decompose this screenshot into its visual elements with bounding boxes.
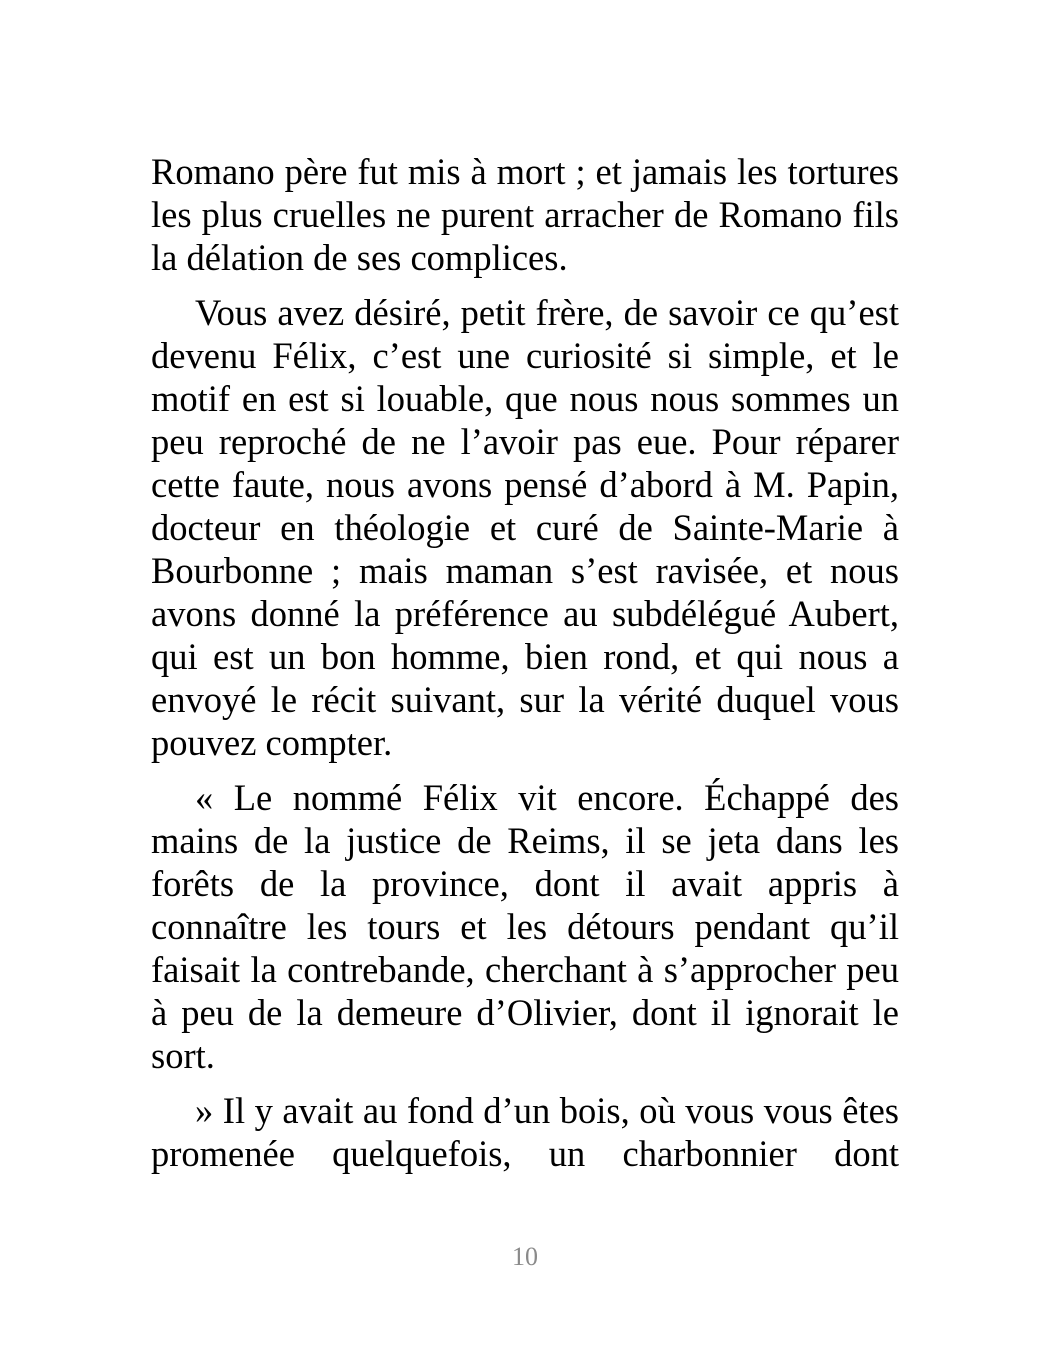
page-number: 10 (512, 1242, 538, 1271)
paragraph: Romano père fut mis à mort ; et jamais les tortures les plus cruelles ne purent arracher de Romano fils la délation de ses complices. (151, 151, 899, 278)
paragraph: Vous avez désiré, petit frère, de savoir ce qu’est devenu Félix, c’est une curiosité si simple, et le motif en est si louable, que nous nous sommes un peu reproché de ne l’avoir pas eue. Pour réparer cette faute, nous avons pensé d’abord à M. Papin, docteur en théologie et curé de Sainte-Marie à Bourbonne ; mais maman s’est ravisée, et nous avons donné la préférence au subdélégué Aubert, qui est un bon homme, bien rond, et qui nous a envoyé le récit suivant, sur la vérité duquel vous pouvez compter. (151, 292, 899, 763)
page-body (151, 150, 899, 1187)
paragraph: « Le nommé Félix vit encore. Échappé des mains de la justice de Reims, il se jeta dans les forêts de la province, dont il avait appris à connaître les tours et les détours pendant qu’il faisait la contrebande, cherchant à s’approcher peu à peu de la demeure d’Olivier, dont il ignorait le sort. (151, 777, 899, 1076)
paragraph: » Il y avait au fond d’un bois, où vous vous êtes promenée quelquefois, un charbonnier dont (151, 1090, 899, 1174)
